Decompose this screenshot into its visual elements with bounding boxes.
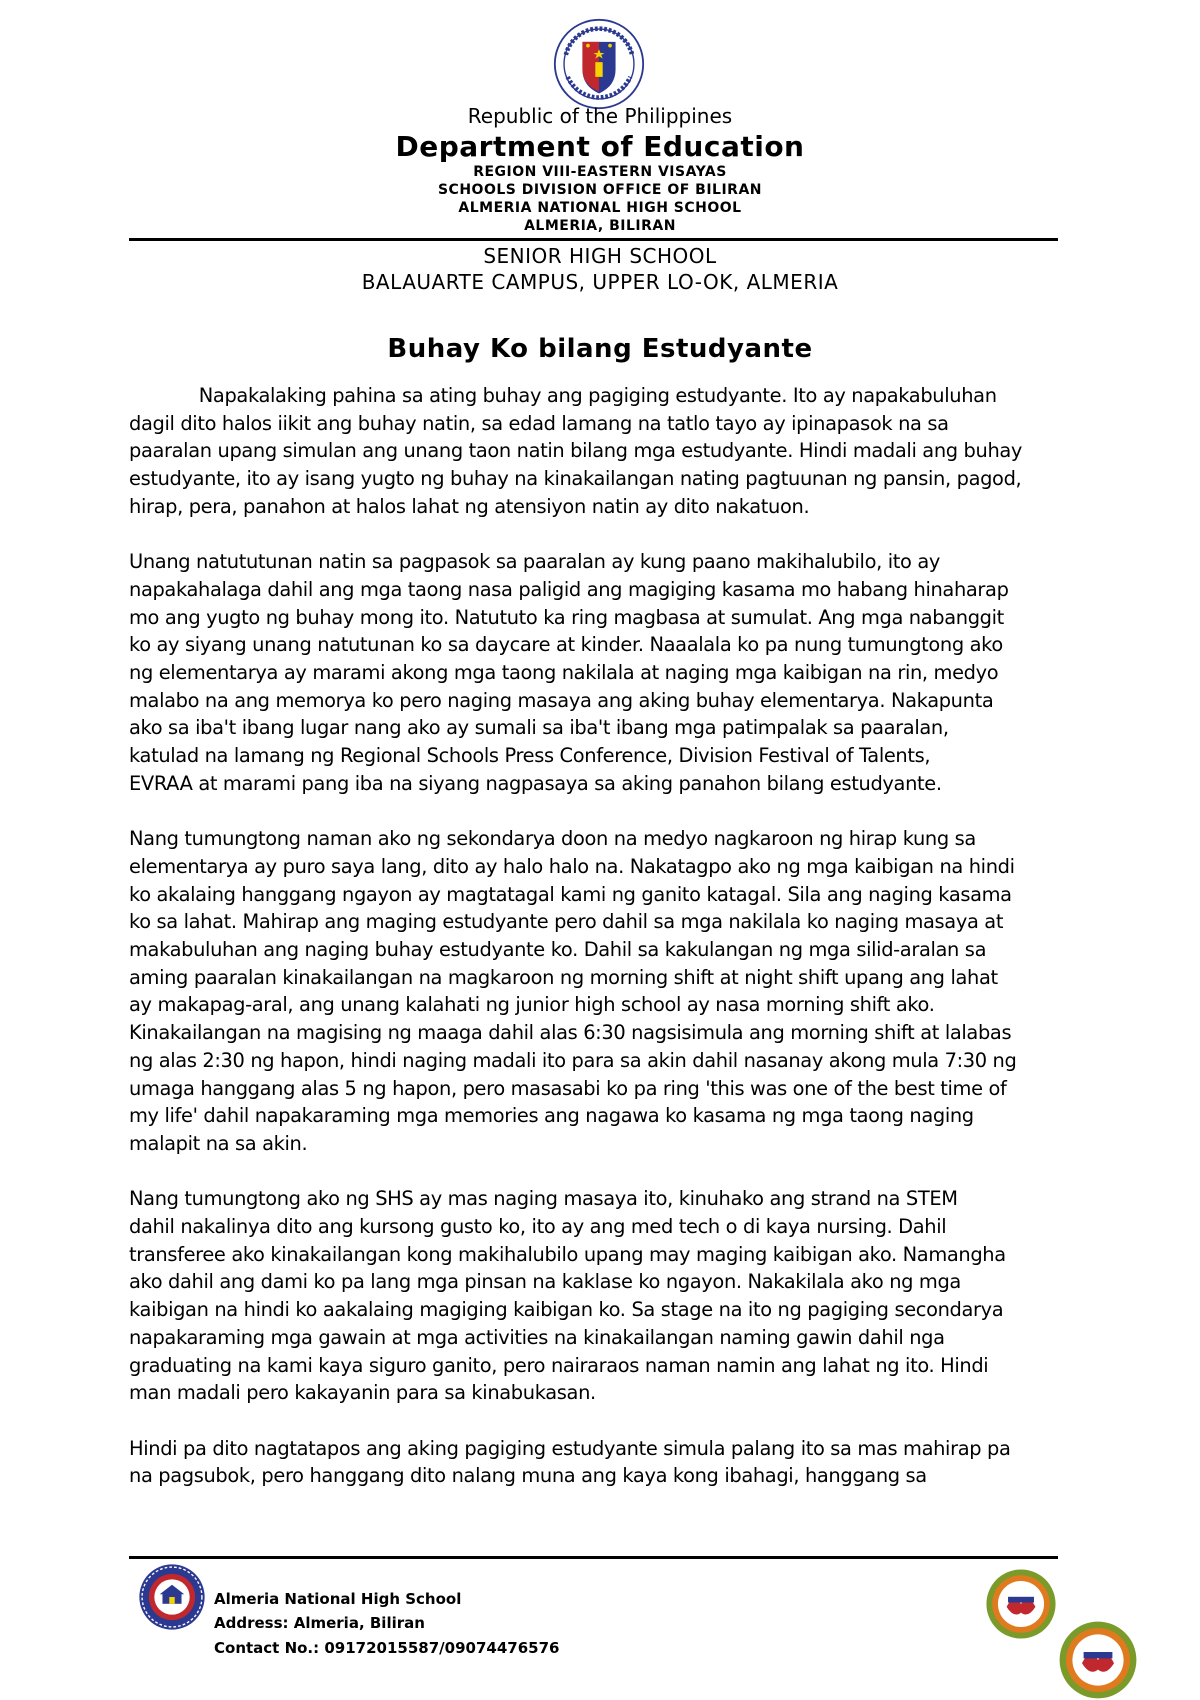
essay-body <box>129 382 1059 1518</box>
text-line: kaibigan na hindi ko aakalaing magiging kaibigan ko. Sa stage na ito ng pagiging secondarya <box>129 1298 1004 1322</box>
text-line: Nang tumungtong naman ako ng sekondarya doon na medyo nagkaroon ng hirap kung sa <box>129 827 976 851</box>
text-line: ng elementarya ay marami akong mga taong nakilala at naging mga kaibigan na rin, medyo <box>129 661 999 685</box>
department-heading: Department of Education <box>395 130 805 163</box>
footer-divider <box>129 1556 1058 1559</box>
text-line: paaralan upang simulan ang unang taon natin bilang mga estudyante. Hindi madali ang buhay <box>129 439 1023 463</box>
paragraph <box>129 548 1059 797</box>
paragraph <box>129 382 1059 521</box>
text-line: ko akalaing hanggang ngayon ay magtatagal kami ng ganito katagal. Sila ang naging kasama <box>129 882 1012 906</box>
school-seal-logo <box>138 1563 206 1631</box>
text-line: elementarya ay puro saya lang, dito ay halo halo na. Nakatagpo ako ng mga kaibigan na hindi <box>129 854 1015 878</box>
location-heading: ALMERIA, BILIRAN <box>524 218 676 234</box>
text-line: Napakalaking pahina sa ating buhay ang pagiging estudyante. Ito ay napakabuluhan <box>129 384 997 407</box>
text-line: Hindi pa dito nagtatapos ang aking pagiging estudyante simula palang ito sa mas mahirap pa <box>129 1436 1011 1460</box>
text-line: graduating na kami kaya siguro ganito, pero nairaraos naman namin ang lahat ng ito. Hindi <box>129 1353 989 1377</box>
text-line: EVRAA at marami pang iba na siyang nagpasaya sa aking panahon bilang estudyante. <box>129 771 942 795</box>
paragraph <box>129 1435 1059 1490</box>
text-line: ko ay siyang unang natutunan ko sa daycare at kinder. Naaalala ko pa nung tumungtong ako <box>129 633 1003 657</box>
essay-title: Buhay Ko bilang Estudyante <box>387 334 813 364</box>
campus-heading: BALAUARTE CAMPUS, UPPER LO-OK, ALMERIA <box>361 270 839 294</box>
text-line: mo ang yugto ng buhay mong ito. Natututo ka ring magbasa at sumulat. Ang mga nabanggit <box>129 605 1004 629</box>
text-line: ako sa iba't ibang lugar nang ako ay sumali sa iba't ibang mga patimpalak sa paaralan, <box>129 716 949 740</box>
paragraph <box>129 825 1059 1157</box>
region-heading: REGION VIII-EASTERN VISAYAS <box>473 164 727 180</box>
text-line: ko sa lahat. Mahirap ang maging estudyante pero dahil sa mga nakilala ko naging masaya at <box>129 910 1004 934</box>
text-line: ay makapag-aral, ang unang kalahati ng junior high school ay nasa morning shift ako. <box>129 993 935 1017</box>
text-line: aming paaralan kinakailangan na magkaroon ng morning shift at night shift upang ang lahat <box>129 965 998 989</box>
text-line: umaga hanggang alas 5 ng hapon, pero masasabi ko pa ring 'this was one of the best time of <box>129 1076 1007 1100</box>
text-line: dagil dito halos iikit ang buhay natin, sa edad lamang na tatlo tayo ay ipinapasok na sa <box>129 411 949 435</box>
text-line: makabuluhan ang naging buhay estudyante ko. Dahil sa kakulangan ng mga silid-aralan sa <box>129 938 987 962</box>
text-line: napakahalaga dahil ang mga taong nasa paligid ang magiging kasama mo habang hinaharap <box>129 577 1009 601</box>
division-heading: SCHOOLS DIVISION OFFICE OF BILIRAN <box>437 182 763 198</box>
text-line: ng alas 2:30 ng hapon, hindi naging madali ito para sa akin dahil nasanay akong mula 7:30 ng <box>129 1048 1017 1072</box>
text-line: man madali pero kakayanin para sa kinabukasan. <box>129 1381 596 1405</box>
text-line: ako dahil ang dami ko pa lang mga pinsan na kaklase ko ngayon. Nakakilala ako ng mga <box>129 1270 961 1294</box>
text-line: Kinakailangan na magising ng maaga dahil alas 6:30 nagsisimula ang morning shift at lalabas <box>129 1021 1012 1045</box>
footer-address: Address: Almeria, Biliran <box>214 1614 425 1632</box>
text-line: katulad na lamang ng Regional Schools Press Conference, Division Festival of Talents, <box>129 744 931 768</box>
text-line: my life' dahil napakaraming mga memories ang nagawa ko kasama ng mga taong naging <box>129 1104 974 1128</box>
text-line: malabo na ang memorya ko pero naging masaya ang aking buhay elementarya. Nakapunta <box>129 688 994 712</box>
text-line: na pagsubok, pero hanggang dito nalang muna ang kaya kong ibahagi, hanggang sa <box>129 1464 927 1488</box>
deped-seal-logo <box>553 18 645 110</box>
campus-badge-logo-secondary <box>1058 1620 1138 1700</box>
footer-contact: Contact No.: 09172015587/09074476576 <box>214 1639 560 1657</box>
header-divider <box>129 238 1058 241</box>
school-heading: ALMERIA NATIONAL HIGH SCHOOL <box>458 200 742 216</box>
text-line: hirap, pera, panahon at halos lahat ng atensiyon natin ay dito nakatuon. <box>129 494 810 518</box>
text-line: malapit na sa akin. <box>129 1131 308 1155</box>
text-line: napakaraming mga gawain at mga activities na kinakailangan naming gawin dahil nga <box>129 1325 945 1349</box>
senior-high-heading: SENIOR HIGH SCHOOL <box>483 244 717 268</box>
text-line: estudyante, ito ay isang yugto ng buhay na kinakailangan nating pagtuunan ng pansin, pagod, <box>129 467 1022 491</box>
text-line: Nang tumungtong ako ng SHS ay mas naging masaya ito, kinuhako ang strand na STEM <box>129 1187 958 1211</box>
campus-badge-logo <box>985 1568 1057 1640</box>
republic-heading: Republic of the Philippines <box>467 104 733 128</box>
text-line: dahil nakalinya dito ang kursong gusto ko, ito ay ang med tech o di kaya nursing. Dahil <box>129 1215 947 1239</box>
paragraph <box>129 1185 1059 1407</box>
text-line: transferee ako kinakailangan kong makihalubilo upang may maging kaibigan ako. Namangha <box>129 1242 1006 1266</box>
text-line: Unang natututunan natin sa pagpasok sa paaralan ay kung paano makihalubilo, ito ay <box>129 550 940 574</box>
footer-school-name: Almeria National High School <box>214 1590 462 1608</box>
